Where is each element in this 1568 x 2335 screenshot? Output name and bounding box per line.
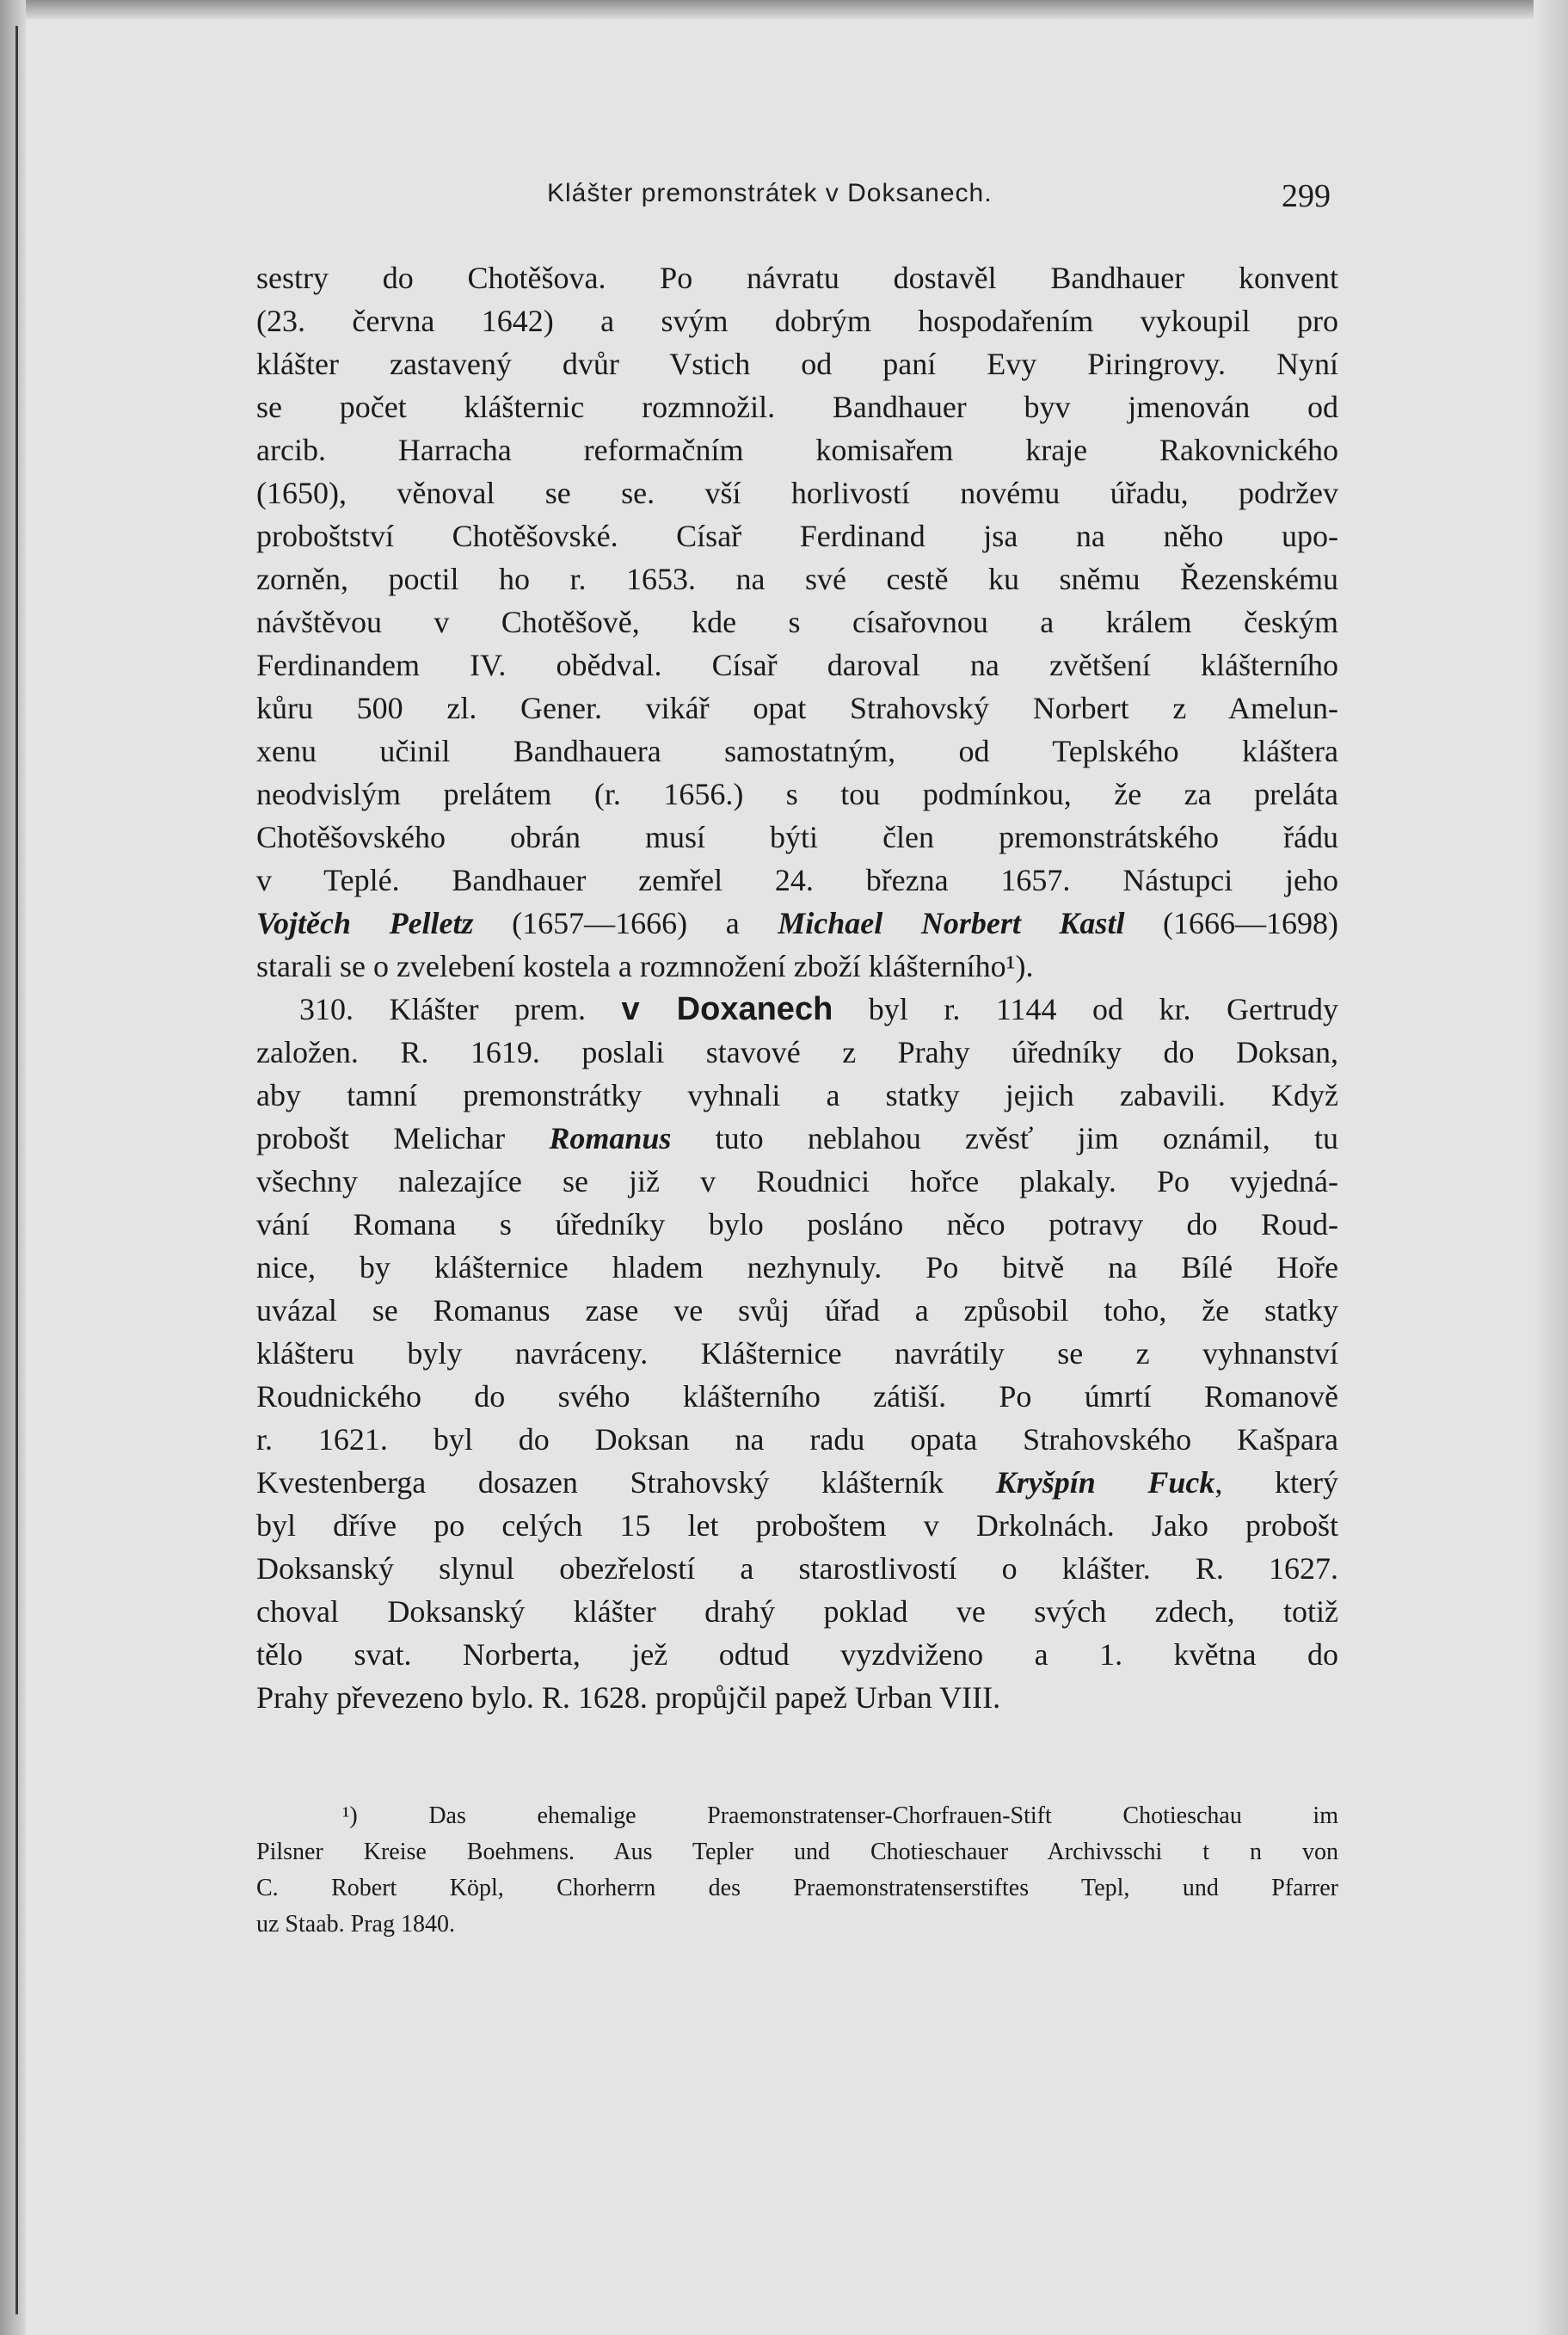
- text-segment: aby tamní premonstrátky vyhnali a statky jejich zabavili. Když: [256, 1078, 1338, 1112]
- text-line: [256, 1633, 1338, 1676]
- text-segment: v Teplé. Bandhauer zemřel 24. března 1657. Nástupci jeho: [256, 863, 1338, 897]
- text-segment: všechny nalezajíce se již v Roudnici hořce plakaly. Po vyjedná-: [256, 1164, 1338, 1198]
- footnote-line: C. Robert Köpl, Chorherrn des Praemonstratenserstiftes Tepl, und Pfarrer: [256, 1875, 1338, 1901]
- text-line: [256, 428, 1338, 471]
- text-segment: byl dříve po celých 15 let proboštem v Drkolnách. Jako probošt: [256, 1508, 1338, 1543]
- running-head: Klášter premonstrátek v Doksanech.: [547, 179, 993, 207]
- text-line: [256, 1117, 1338, 1160]
- text-line: [256, 256, 1338, 299]
- text-segment: návštěvou v Chotěšově, kde s císařovnou a králem českým: [256, 605, 1338, 639]
- text-line: [256, 1676, 1338, 1719]
- text-segment: probošt Melichar: [256, 1121, 550, 1155]
- text-segment: klášteru byly navráceny. Klášternice navrátily se z vyhnanství: [256, 1336, 1338, 1371]
- footnote-line: uz Staab. Prag 1840.: [256, 1911, 455, 1938]
- text-segment: vání Romana s úředníky bylo posláno něco potravy do Roud-: [256, 1207, 1338, 1241]
- text-segment: Ferdinandem IV. obědval. Císař daroval na zvětšení klášterního: [256, 648, 1338, 682]
- text-line: [256, 1074, 1338, 1117]
- text-line: [256, 1504, 1338, 1547]
- text-segment: Prahy převezeno bylo. R. 1628. propůjčil papež Urban VIII.: [256, 1680, 1001, 1715]
- text-line: [256, 601, 1338, 644]
- text-segment: založen. R. 1619. poslali stavové z Prahy úředníky do Doksan,: [256, 1035, 1338, 1069]
- text-segment: kůru 500 zl. Gener. vikář opat Strahovský Norbert z Amelun-: [256, 691, 1338, 725]
- footnote-block: [256, 1798, 1338, 1943]
- text-line: [256, 1590, 1338, 1633]
- text-line: [256, 1461, 1338, 1504]
- emphasized-text: Romanus: [549, 1121, 672, 1155]
- footnote-line: Pilsner Kreise Boehmens. Aus Tepler und Chotieschauer Archivsschi t n von: [256, 1839, 1338, 1865]
- emphasized-text: Vojtěch Pelletz: [256, 906, 474, 940]
- binding-margin-line: [15, 26, 18, 2314]
- text-line: [256, 1332, 1338, 1375]
- emphasized-text: v Doxanech: [621, 991, 833, 1027]
- text-segment: se počet klášternic rozmnožil. Bandhauer byv jmenován od: [256, 390, 1338, 424]
- text-line: [256, 945, 1338, 988]
- text-segment: proboštství Chotěšovské. Císař Ferdinand jsa na něho upo-: [256, 519, 1338, 553]
- text-segment: (1657—1666) a: [473, 906, 778, 940]
- text-segment: uvázal se Romanus zase ve svůj úřad a způsobil toho, že statky: [256, 1293, 1338, 1328]
- emphasized-text: Michael Norbert Kastl: [778, 906, 1125, 940]
- body-text: [256, 256, 1338, 1719]
- text-line: [256, 558, 1338, 601]
- text-segment: Kvestenberga dosazen Strahovský klášterník: [256, 1465, 996, 1500]
- text-segment: byl r. 1144 od kr. Gertrudy: [833, 992, 1338, 1026]
- text-segment: choval Doksanský klášter drahý poklad ve svých zdech, totiž: [256, 1594, 1338, 1629]
- text-segment: nice, by klášternice hladem nezhynuly. Po bitvě na Bílé Hoře: [256, 1250, 1338, 1285]
- text-segment: xenu učinil Bandhauera samostatným, od Teplského kláštera: [256, 734, 1338, 768]
- text-segment: neodvislým prelátem (r. 1656.) s tou podmínkou, že za preláta: [256, 777, 1338, 811]
- text-segment: arcib. Harracha reformačním komisařem kraje Rakovnického: [256, 433, 1338, 467]
- text-line: [256, 902, 1338, 945]
- footnote-line: ¹) Das ehemalige Praemonstratenser-Chorfrauen-Stift Chotieschau im: [342, 1802, 1338, 1829]
- text-line: [256, 644, 1338, 687]
- text-segment: sestry do Chotěšova. Po návratu dostavěl Bandhauer konvent: [256, 261, 1338, 295]
- text-line: [256, 1160, 1338, 1203]
- text-line: [256, 299, 1338, 342]
- text-line: [256, 385, 1338, 428]
- text-line: [256, 1418, 1338, 1461]
- text-line: [256, 1246, 1338, 1289]
- text-line: [256, 1289, 1338, 1332]
- text-line: [256, 471, 1338, 514]
- text-line: [256, 773, 1338, 816]
- page-left-edge-shadow: [0, 0, 26, 2335]
- page-number: 299: [1282, 178, 1331, 214]
- page-top-edge-shadow: [0, 0, 1568, 19]
- text-segment: (1650), věnoval se se. vší horlivostí novému úřadu, podržev: [256, 476, 1338, 510]
- text-segment: tuto neblahou zvěsť jim oznámil, tu: [671, 1121, 1339, 1155]
- text-segment: Chotěšovského obrán musí býti člen premonstrátského řádu: [256, 820, 1338, 854]
- text-segment: r. 1621. byl do Doksan na radu opata Strahovského Kašpara: [256, 1422, 1338, 1457]
- text-line: [256, 1031, 1338, 1074]
- text-segment: zorněn, poctil ho r. 1653. na své cestě ku sněmu Řezenskému: [256, 562, 1338, 596]
- text-segment: tělo svat. Norberta, jež odtud vyzdviženo a 1. května do: [256, 1637, 1338, 1672]
- text-line: [256, 988, 1338, 1031]
- text-segment: starali se o zvelebení kostela a rozmnožení zboží klášterního¹).: [256, 949, 1034, 983]
- text-line: [256, 1375, 1338, 1418]
- emphasized-text: Kryšpín Fuck: [995, 1465, 1215, 1500]
- text-segment: Roudnického do svého klášterního zátiší. Po úmrtí Romanově: [256, 1379, 1338, 1414]
- text-segment: Doksanský slynul obezřelostí a starostlivostí o klášter. R. 1627.: [256, 1551, 1338, 1586]
- page-right-edge: [1534, 0, 1568, 2335]
- text-line: [256, 859, 1338, 902]
- text-line: [256, 730, 1338, 773]
- text-segment: klášter zastavený dvůr Vstich od paní Evy Piringrovy. Nyní: [256, 347, 1338, 381]
- text-line: [256, 514, 1338, 558]
- text-segment: , který: [1214, 1465, 1339, 1500]
- text-line: [256, 1203, 1338, 1246]
- text-line: [256, 816, 1338, 859]
- text-segment: 310. Klášter prem.: [299, 992, 622, 1026]
- text-line: [256, 687, 1338, 730]
- text-segment: (23. června 1642) a svým dobrým hospodařením vykoupil pro: [256, 304, 1338, 338]
- text-line: [256, 342, 1338, 385]
- text-line: [256, 1547, 1338, 1590]
- text-segment: (1666—1698): [1124, 906, 1339, 940]
